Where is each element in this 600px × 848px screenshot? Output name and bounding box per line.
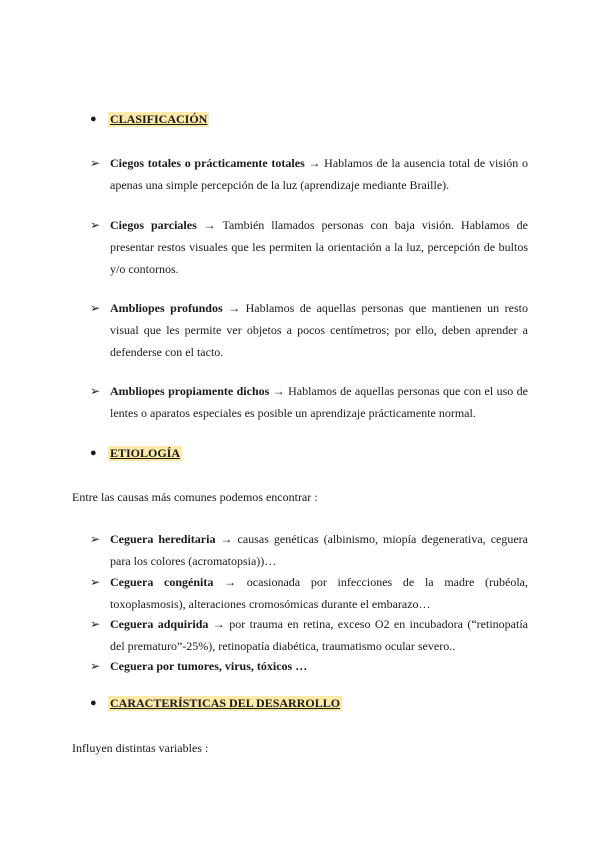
list-item — [90, 214, 528, 280]
section-heading-caracteristicas — [90, 696, 342, 711]
item-term: Ceguera adquirida — [110, 617, 209, 631]
item-term: Ceguera por tumores, virus, tóxicos … — [110, 659, 308, 673]
item-term: Ceguera congénita — [110, 575, 214, 589]
paragraph: Influyen distintas variables : — [72, 741, 209, 755]
item-term: Ambliopes propiamente dichos — [110, 384, 270, 398]
list-item — [90, 297, 528, 363]
bullet-icon: ● — [90, 697, 97, 709]
list-item — [90, 655, 528, 677]
bullet-icon: ● — [90, 113, 97, 125]
arrow-bullet-icon: ➢ — [90, 532, 101, 546]
arrow-bullet-icon: ➢ — [90, 384, 101, 398]
arrow-bullet-icon: ➢ — [90, 156, 101, 170]
list-item — [90, 528, 528, 572]
item-text: → ocasionada por infecciones de la madre (rubéola, toxoplasmosis), alteraciones cromosómicas durante el embarazo… — [110, 575, 529, 611]
paragraph: Entre las causas más comunes podemos encontrar : — [72, 490, 318, 504]
item-term: Ceguera hereditaria — [110, 532, 216, 546]
item-text: → Hablamos de aquellas personas que mantienen un resto visual que les permite ver objetos a pocos centímetros; por ello, deben aprender a defenderse con el tacto. — [110, 301, 528, 359]
list-item — [90, 613, 528, 657]
item-term: Ciegos parciales — [110, 218, 197, 232]
heading-text: CLASIFICACIÓN — [110, 112, 208, 126]
bullet-icon: ● — [90, 447, 97, 459]
section-heading-etiologia — [90, 446, 182, 461]
list-item — [90, 152, 528, 196]
item-text: → Hablamos de la ausencia total de visión o apenas una simple percepción de la luz (aprendizaje mediante Braille). — [110, 156, 528, 192]
arrow-bullet-icon: ➢ — [90, 659, 101, 673]
section-heading-clasificacion — [90, 112, 209, 127]
arrow-bullet-icon: ➢ — [90, 575, 101, 589]
list-item — [90, 571, 528, 615]
item-term: Ambliopes profundos — [110, 301, 223, 315]
arrow-bullet-icon: ➢ — [90, 218, 101, 232]
heading-text: CARACTERÍSTICAS DEL DESARROLLO — [110, 696, 341, 710]
arrow-bullet-icon: ➢ — [90, 617, 101, 631]
item-text: → También llamados personas con baja visión. Hablamos de presentar restos visuales que les permiten la orientación a la luz, percepción de bultos y/o contornos. — [110, 218, 528, 276]
arrow-bullet-icon: ➢ — [90, 301, 101, 315]
list-item — [90, 380, 528, 424]
item-text: → causas genéticas (albinismo, miopía degenerativa, ceguera para los colores (acromatopsia))… — [110, 532, 528, 568]
heading-text: ETIOLOGÍA — [110, 446, 181, 460]
item-text: → Hablamos de aquellas personas que con el uso de lentes o aparatos especiales es posible un aprendizaje prácticamente normal. — [110, 384, 528, 420]
item-text: → por trauma en retina, exceso O2 en incubadora (“retinopatía del prematuro”-25%), retinopatía diabética, traumatismo ocular severo.. — [110, 617, 528, 653]
item-term: Ciegos totales o prácticamente totales — [110, 156, 305, 170]
